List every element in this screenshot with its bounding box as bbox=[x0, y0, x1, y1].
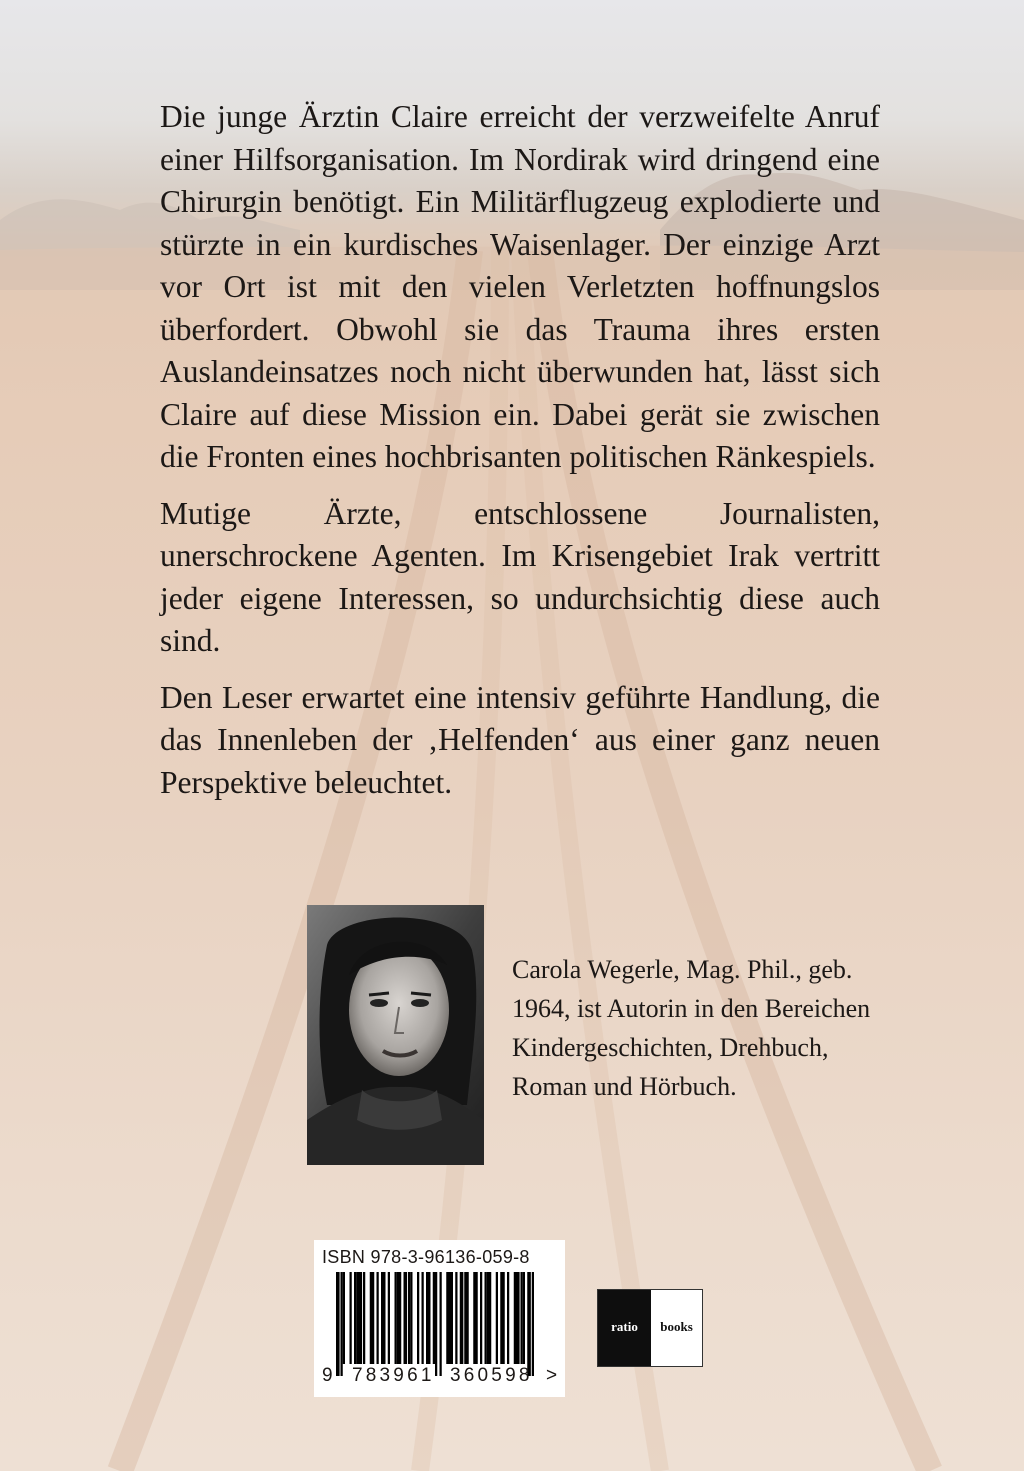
author-photo bbox=[307, 905, 484, 1165]
blurb-paragraph-1: Die junge Ärztin Claire erreicht der verzweifelte Anruf einer Hilfsorganisation. Im Nordirak wird dringend eine Chirurgin benötigt. Ein Militärflugzeug explodierte und stürzte in ein kurdisches Waisenlager. Der einzige Arzt vor Ort ist mit den vielen Verletzten hoffnungslos überfordert. Obwohl sie das Trauma ihres ersten Auslandeinsatzes noch nicht überwunden hat, lässt sich Claire auf diese Mission ein. Dabei gerät sie zwischen die Fronten eines hochbrisanten politischen Ränkespiels. bbox=[160, 99, 880, 474]
barcode-first-digit: 9 bbox=[322, 1365, 333, 1386]
publisher-logo-left-text: ratio bbox=[611, 1319, 638, 1334]
barcode-end-mark: > bbox=[546, 1365, 558, 1386]
blurb-paragraph-2: Mutige Ärzte, entschlossene Journalisten, unerschrockene Agenten. Im Krisengebiet Irak vertritt jeder eigene Interessen, so undurchsichtig diese auch sind. bbox=[160, 495, 880, 658]
isbn-barcode bbox=[314, 1240, 565, 1397]
isbn-label: ISBN 978-3-96136-059-8 bbox=[322, 1247, 530, 1267]
author-bio: Carola Wegerle, Mag. Phil., geb. 1964, ist Autorin in den Bereichen Kindergeschichten, Drehbuch, Roman und Hörbuch. bbox=[512, 955, 871, 1101]
blurb-paragraph-3: Den Leser erwartet eine intensiv geführte Handlung, die das Innenleben der ‚Helfenden‘ aus einer ganz neuen Perspektive beleuchtet. bbox=[160, 679, 880, 800]
blurb-text bbox=[160, 96, 880, 818]
barcode-right-digits: 360598 bbox=[450, 1365, 533, 1386]
publisher-logo bbox=[597, 1289, 703, 1367]
author-portrait-image bbox=[307, 905, 484, 1165]
publisher-logo-right-text: books bbox=[660, 1319, 693, 1334]
barcode-digits bbox=[314, 1365, 565, 1389]
barcode-left-digits: 783961 bbox=[352, 1365, 435, 1386]
